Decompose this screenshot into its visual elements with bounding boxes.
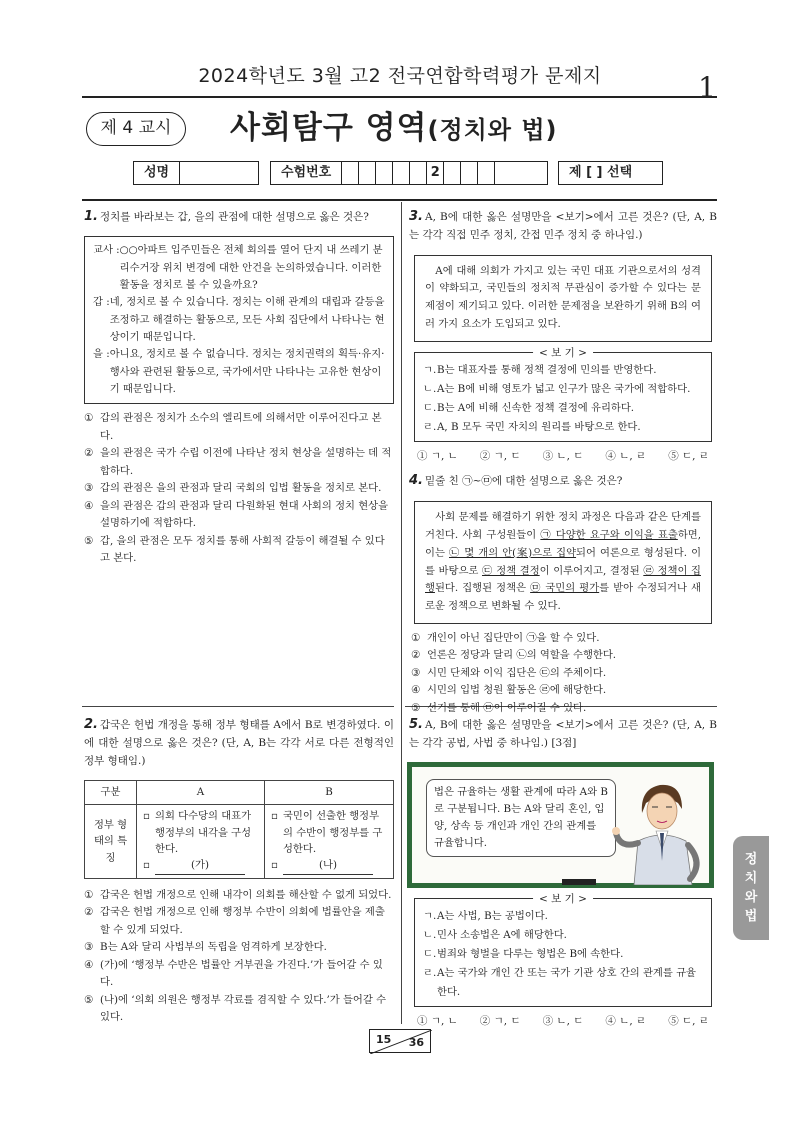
question-text: 밑줄 친 ㉠~㉤에 대한 설명으로 옳은 것은? xyxy=(424,475,623,487)
bogi-item xyxy=(423,964,703,1002)
question-3-stem xyxy=(409,206,717,245)
bullet-icon: ▫ xyxy=(143,810,150,823)
option-text: 갑의 관점은 을의 관점과 달리 국회의 입법 활동을 정치로 본다. xyxy=(100,482,382,495)
answer-choice[interactable]: ④ ㄴ, ㄹ xyxy=(605,1015,647,1028)
exam-number-cell[interactable] xyxy=(495,162,512,184)
bogi-item xyxy=(423,418,703,437)
option-mark: ⑤ xyxy=(84,534,94,547)
bogi-text: B는 A에 비해 신속한 정책 결정에 유리하다. xyxy=(437,401,635,414)
answer-choice[interactable]: ② ㄱ, ㄷ xyxy=(479,449,521,462)
period-badge: 제 4 교시 xyxy=(86,112,186,146)
passage-text: 이 이루어지고, 결정된 xyxy=(539,564,644,577)
answer-choices xyxy=(409,1013,717,1029)
bogi-key: ㄱ. xyxy=(423,910,437,922)
dialog-text: ○○아파트 입주민들은 전체 회의를 열어 단지 내 쓰레기 분리수거장 위치 변경에 대한 안건을 논의하였습니다. 이러한 활동을 정치로 볼 수 있을까요? xyxy=(119,244,383,292)
passage-text: 를 받아 수정되거나 새로운 정책으로 변화될 수 있다. xyxy=(425,582,701,612)
passage-text: 사회 문제를 해결하기 위한 정치 과정은 다음과 같은 단계를 거친다. 사회 구성원들이 xyxy=(425,511,701,542)
table-header: A xyxy=(137,781,265,805)
bogi-text: B는 대표자를 통해 정책 결정에 민의를 반영한다. xyxy=(437,363,657,376)
question-number: 5. xyxy=(409,717,423,732)
selection-label: 제 [ ] 선택 xyxy=(569,165,633,180)
question-text: A, B에 대한 옳은 설명만을 <보기>에서 고른 것은? (단, A, B는 각각 직접 민주 정치, 간접 민주 정치 중 하나임.) xyxy=(409,211,717,242)
option[interactable] xyxy=(84,904,394,939)
answer-choice[interactable]: ⑤ ㄷ, ㄹ xyxy=(668,1015,709,1028)
option[interactable] xyxy=(84,410,394,445)
dialog-line xyxy=(93,242,385,294)
table-cell-b xyxy=(264,805,393,879)
page-total: 36 xyxy=(408,1035,424,1049)
exam-number-cell[interactable] xyxy=(376,162,393,184)
option[interactable] xyxy=(411,630,717,648)
question-5-stem xyxy=(409,714,717,753)
cell-text: 의회 다수당의 대표가 행정부의 내각을 구성한다. xyxy=(155,810,252,855)
exam-number-cell-fixed: 2 xyxy=(427,162,444,184)
underline-c: ㉢ 정책 결정 xyxy=(481,564,540,577)
question-4-stem xyxy=(409,470,717,491)
exam-number-cell[interactable] xyxy=(410,162,427,184)
page-number: 1 xyxy=(698,71,716,104)
option-text: 갑의 관점은 정치가 소수의 엘리트에 의해서만 이루어진다고 본다. xyxy=(100,412,382,442)
question-text: 갑국은 헌법 개정을 통해 정부 형태를 A에서 B로 변경하였다. 이에 대한 설명으로 옳은 것은? (단, A, B는 각각 서로 다른 전형적인 정부 형태임.) xyxy=(84,719,394,767)
question-text: A, B에 대한 옳은 설명만을 <보기>에서 고른 것은? (단, A, B는 각각 공법, 사법 중 하나임.) [3점] xyxy=(409,719,717,750)
options-list xyxy=(84,410,394,568)
passage-text: 되어 여론으로 형성된다. 이를 바탕으로 xyxy=(425,546,702,577)
question-4 xyxy=(409,470,717,717)
speaker: 교사 : xyxy=(93,244,120,257)
option-mark: ② xyxy=(84,447,94,460)
option-mark: ① xyxy=(411,631,421,644)
passage-text: 된다. 집행된 정책은 xyxy=(434,582,531,595)
speaker: 을 : xyxy=(93,348,110,361)
exam-number-cell[interactable] xyxy=(359,162,376,184)
answer-choices xyxy=(409,448,717,464)
question-1-stem xyxy=(84,206,394,227)
top-rule xyxy=(82,199,717,201)
cell-text: 국민이 선출한 행정부의 수반이 행정부를 구성한다. xyxy=(282,810,383,855)
option-text: 선거를 통해 ㉤이 이루어질 수 있다. xyxy=(427,701,587,714)
question-text: 정치를 바라보는 갑, 을의 관점에 대한 설명으로 옳은 것은? xyxy=(99,211,369,223)
underline-e: ㉤ 국민의 평가 xyxy=(530,582,600,595)
subject-title xyxy=(230,104,558,152)
subject-side-tab xyxy=(733,836,769,940)
bogi-text: 민사 소송법은 A에 해당한다. xyxy=(437,929,567,942)
bogi-key: ㄷ. xyxy=(423,401,437,414)
answer-choice[interactable]: ① ㄱ, ㄴ xyxy=(417,449,458,462)
exam-title: 2024학년도 3월 고2 전국연합학력평가 문제지 xyxy=(198,65,602,87)
bogi-item xyxy=(423,380,703,399)
question-5-body xyxy=(409,893,717,1030)
option-text: 을의 관점은 갑의 관점과 달리 다원화된 현대 사회의 정치 현상을 설명하기에 적합하다. xyxy=(100,499,389,530)
side-tab-char: 정 xyxy=(744,852,758,867)
column-divider xyxy=(401,202,402,1024)
dialog-box xyxy=(84,236,394,404)
question-2 xyxy=(84,714,394,1027)
question-number: 1. xyxy=(84,209,98,224)
bogi-text: 범죄와 형벌을 다루는 형법은 B에 속한다. xyxy=(437,948,624,961)
answer-choice[interactable]: ③ ㄴ, ㄷ xyxy=(542,1015,584,1028)
bogi-text: A는 국가와 개인 간 또는 국가 기관 상호 간의 관계를 규율한다. xyxy=(437,967,696,999)
side-tab-char: 와 xyxy=(744,890,758,905)
answer-choice[interactable]: ④ ㄴ, ㄹ xyxy=(605,449,647,462)
option[interactable] xyxy=(411,665,717,683)
underline-d: ㉣ 정책이 집행 xyxy=(425,564,701,595)
option-text: (가)에 ‘행정부 수반은 법률안 거부권을 가진다.’가 들어갈 수 있다. xyxy=(100,958,383,989)
option-mark: ② xyxy=(84,906,94,919)
option-mark: ⑤ xyxy=(84,993,94,1006)
bogi-key: ㄹ. xyxy=(423,967,437,980)
bullet-icon: ▫ xyxy=(270,810,278,823)
answer-choice[interactable]: ⑤ ㄷ, ㄹ xyxy=(668,449,709,462)
bogi-item xyxy=(423,907,703,926)
name-field[interactable] xyxy=(133,161,259,185)
question-3 xyxy=(409,206,717,464)
section-rule-left xyxy=(82,706,394,707)
blank-na: (나) xyxy=(283,857,373,874)
bogi-box xyxy=(414,893,712,1007)
government-table xyxy=(84,780,394,879)
option[interactable] xyxy=(84,939,394,957)
bogi-text: A, B 모두 국민 자치의 원리를 바탕으로 한다. xyxy=(437,420,641,433)
bogi-item xyxy=(423,361,703,380)
bogi-title: < 보 기 > xyxy=(533,344,593,363)
exam-number-cell[interactable] xyxy=(342,162,359,184)
option-text: 갑국은 헌법 개정으로 인해 행정부 수반이 의회에 법률안을 제출할 수 있게 되었다. xyxy=(100,906,385,936)
question-number: 4. xyxy=(409,473,423,488)
question-number: 3. xyxy=(409,209,423,224)
answer-choice[interactable]: ② ㄱ, ㄷ xyxy=(479,1015,521,1028)
option[interactable] xyxy=(84,887,394,905)
subject-sub: (정치와 법) xyxy=(427,116,558,144)
bogi-key: ㄹ. xyxy=(423,420,437,433)
bogi-item xyxy=(423,945,703,964)
option[interactable] xyxy=(84,498,394,533)
chalkboard-illustration xyxy=(407,762,714,888)
option-mark: ④ xyxy=(84,958,94,971)
bogi-key: ㄱ. xyxy=(423,363,437,376)
page-counter xyxy=(369,1029,431,1053)
question-1 xyxy=(84,206,394,568)
option-mark: ③ xyxy=(84,941,94,954)
answer-choice[interactable]: ③ ㄴ, ㄷ xyxy=(542,449,584,462)
option[interactable] xyxy=(411,682,717,700)
option-mark: ① xyxy=(84,888,94,901)
passage-text: 하면, 이는 xyxy=(425,529,701,559)
exam-number-cell[interactable] xyxy=(444,162,461,184)
dialog-line xyxy=(93,294,385,346)
table-cell-a xyxy=(137,805,265,879)
speech-bubble: 법은 규율하는 생활 관계에 따라 A와 B로 구분됩니다. B는 A와 달리 혼인, 입양, 상속 등 개인과 개인 간의 관계를 규율합니다. xyxy=(426,779,616,857)
selection-field[interactable] xyxy=(558,161,663,185)
header-rule xyxy=(82,96,717,98)
option-mark: ① xyxy=(84,412,94,425)
side-tab-char: 법 xyxy=(744,909,758,924)
underline-a: ㉠ 다양한 요구와 이익을 표출 xyxy=(540,529,678,542)
bogi-item xyxy=(423,926,703,945)
option-text: 을의 관점은 국가 수립 이전에 나타난 정치 현상을 설명하는 데 적합하다. xyxy=(100,447,392,477)
option-mark: ③ xyxy=(84,482,94,495)
option-text: 개인이 아닌 집단만이 ㉠을 할 수 있다. xyxy=(427,631,600,644)
option-text: B는 A와 달리 사법부의 독립을 엄격하게 보장한다. xyxy=(100,941,327,954)
option-text: 갑국은 헌법 개정으로 인해 내각이 의회를 해산할 수 없게 되었다. xyxy=(100,888,392,901)
underline-b: ㉡ 몇 개의 안(案)으로 집약 xyxy=(449,546,577,559)
bogi-text: A는 B에 비해 영토가 넓고 인구가 많은 국가에 적합하다. xyxy=(437,382,691,395)
question-2-stem xyxy=(84,714,394,770)
options-list xyxy=(84,887,394,1027)
bullet-icon: ▫ xyxy=(270,859,278,872)
question-number: 2. xyxy=(84,717,98,732)
subject-main: 사회탐구 영역 xyxy=(230,110,428,146)
dialog-text: 아니요, 정치로 볼 수 없습니다. 정치는 정치권력의 획득·유지·행사와 관련된 활동으로, 국가에서만 나타나는 고유한 현상이기 때문입니다. xyxy=(109,348,385,395)
bogi-item xyxy=(423,399,703,418)
blank-ga: (가) xyxy=(155,857,245,874)
option[interactable] xyxy=(411,647,717,665)
teacher-illustration xyxy=(612,769,712,885)
options-list xyxy=(409,630,717,718)
dialog-line xyxy=(93,346,385,398)
bullet-icon: ▫ xyxy=(143,859,150,872)
page-current: 15 xyxy=(376,1033,392,1046)
option[interactable] xyxy=(84,445,394,480)
option[interactable] xyxy=(84,480,394,498)
option-text: 시민의 입법 청원 활동은 ㉣에 해당한다. xyxy=(427,684,607,697)
name-blank[interactable] xyxy=(180,162,258,184)
option[interactable] xyxy=(84,992,394,1027)
option-text: 언론은 정당과 달리 ㉡의 역할을 수행한다. xyxy=(427,649,617,662)
bogi-text: A는 사법, B는 공법이다. xyxy=(437,910,548,922)
bogi-key: ㄴ. xyxy=(423,929,437,942)
bogi-key: ㄷ. xyxy=(423,948,437,961)
question-5 xyxy=(409,714,717,753)
passage-box xyxy=(414,501,712,623)
bogi-box xyxy=(414,346,712,442)
name-label: 성명 xyxy=(134,162,180,184)
option-text: 갑, 을의 관점은 모두 정치를 통해 사회적 갈등이 해결될 수 있다고 본다. xyxy=(100,534,385,565)
exam-number-label: 수험번호 xyxy=(271,162,342,184)
exam-number-cell[interactable] xyxy=(461,162,478,184)
option-mark: ③ xyxy=(411,666,421,679)
answer-choice[interactable]: ① ㄱ, ㄴ xyxy=(417,1015,458,1028)
option-text: 시민 단체와 이익 집단은 ㉢의 주체이다. xyxy=(427,666,607,679)
option-mark: ④ xyxy=(411,684,421,697)
chalk-tray xyxy=(562,879,596,885)
exam-number-field[interactable] xyxy=(270,161,548,185)
table-header: B xyxy=(264,781,393,805)
option-mark: ⑤ xyxy=(411,701,421,714)
option-text: (나)에 ‘의회 의원은 행정부 각료를 겸직할 수 있다.’가 들어갈 수 있다. xyxy=(100,993,387,1024)
side-tab-char: 치 xyxy=(744,871,758,886)
bogi-title: < 보 기 > xyxy=(533,890,593,909)
option-mark: ② xyxy=(411,649,421,662)
speaker: 갑 : xyxy=(93,296,110,309)
exam-number-cell[interactable] xyxy=(393,162,410,184)
table-header: 구분 xyxy=(85,781,137,805)
bogi-key: ㄴ. xyxy=(423,382,437,395)
exam-number-cell[interactable] xyxy=(478,162,495,184)
option-mark: ④ xyxy=(84,499,94,512)
table-row-header: 정부 형태의 특징 xyxy=(85,805,137,879)
passage-box: A에 대해 의회가 가지고 있는 국민 대표 기관으로서의 성격이 약화되고, 국민들의 정치적 무관심이 증가할 수 있다는 문제점이 제기되고 있다. 이러한 문제점을 보완하기 위해 B의 여러 가지 요소가 도입되고 있다. xyxy=(414,255,712,342)
option[interactable] xyxy=(84,957,394,992)
dialog-text: 네, 정치로 볼 수 있습니다. 정치는 이해 관계의 대립과 갈등을 조정하고 해결하는 활동으로, 모든 사회 집단에서 나타나는 현상이기 때문입니다. xyxy=(109,296,385,343)
option[interactable] xyxy=(84,533,394,568)
